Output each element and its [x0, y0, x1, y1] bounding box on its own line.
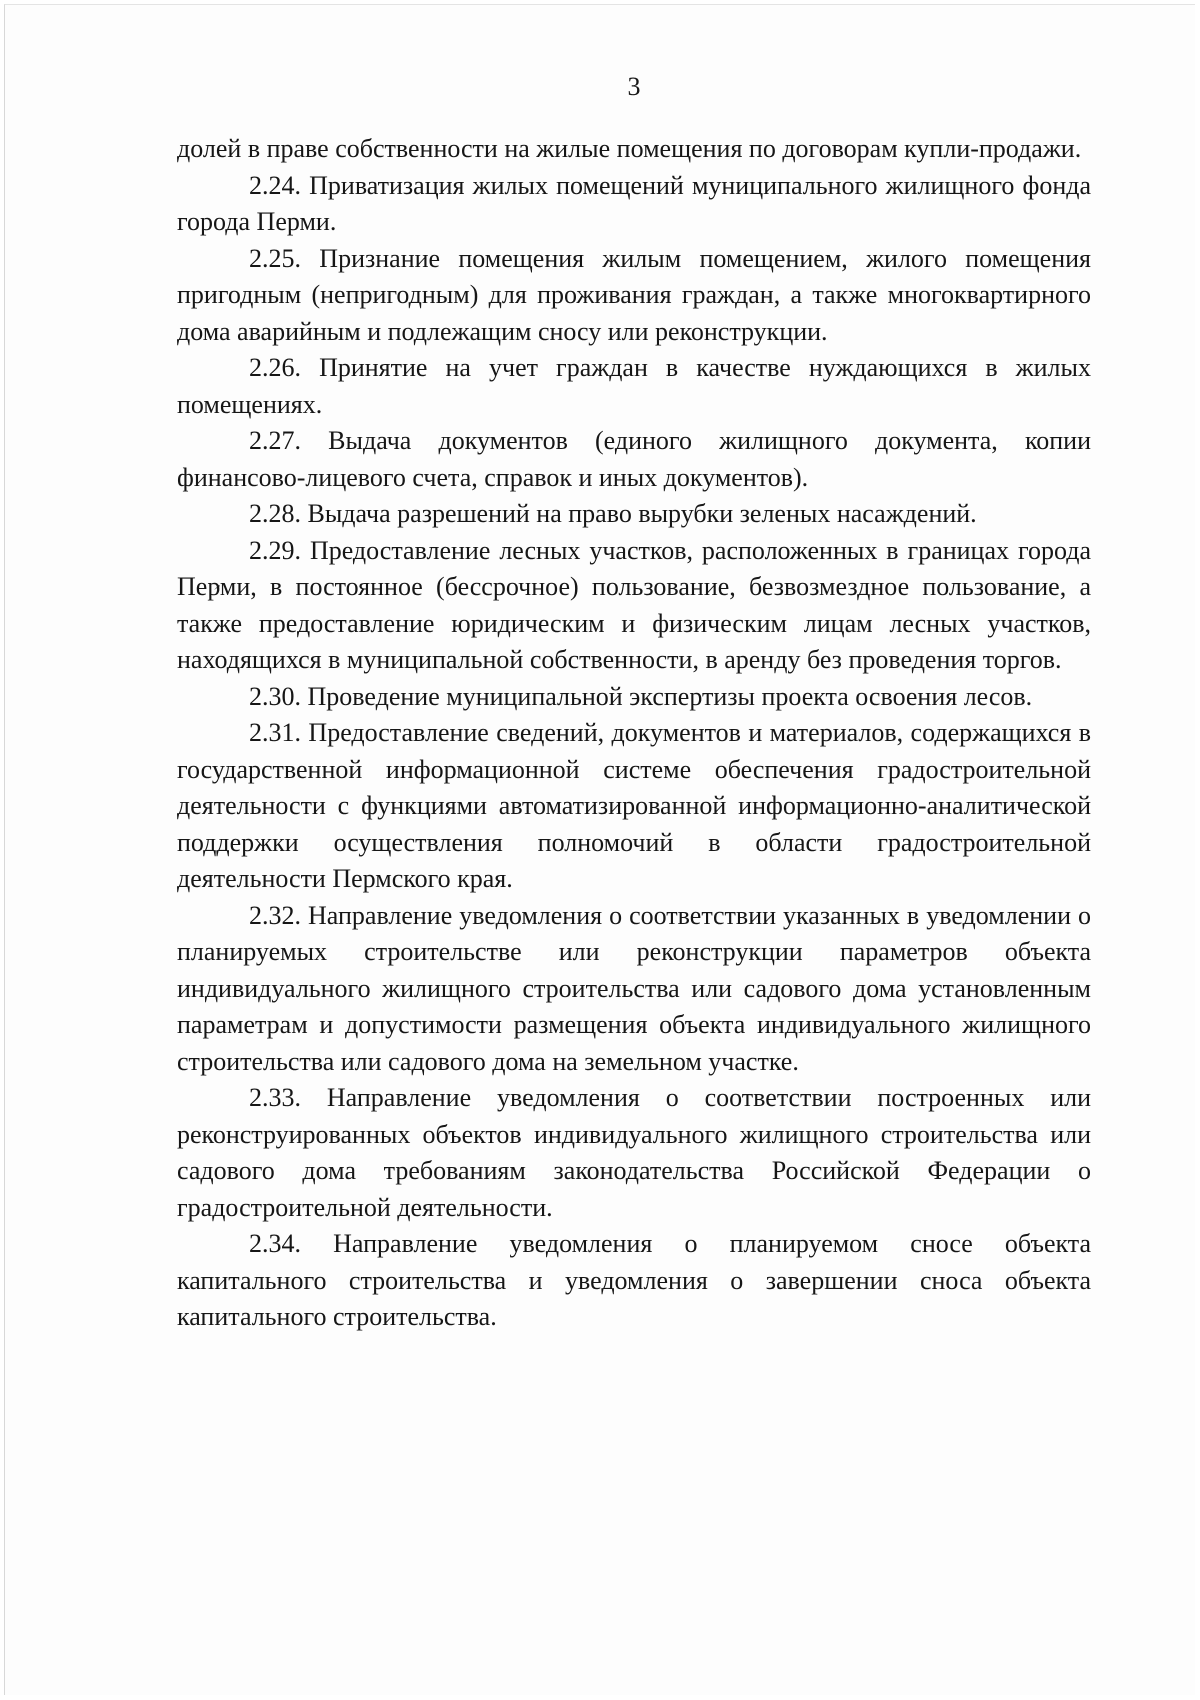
paragraph-text: Направление уведомления о соответствии построенных или реконструированных объектов индивидуального жилищного строительства или садового дома требованиям законодательства Российской Федерации о градостроительной деятельности.	[177, 1083, 1092, 1222]
paragraph-2-29	[177, 533, 1091, 679]
paragraph-2-31	[177, 715, 1091, 898]
paragraph-text: Приватизация жилых помещений муниципального жилищного фонда города Перми.	[177, 170, 1092, 236]
paragraph-text: Направление уведомления о планируемом сносе объекта капитального строительства и уведомления о завершении сноса объекта капитального строительства.	[177, 1229, 1091, 1331]
paragraph-number: 2.29.	[249, 535, 301, 565]
page-number: 3	[627, 72, 641, 101]
paragraph-number: 2.28.	[249, 499, 301, 528]
paragraph-number: 2.32.	[249, 900, 301, 930]
paragraph-2-28	[177, 496, 1091, 533]
document-page	[4, 4, 1195, 1695]
paragraph-number: 2.25.	[249, 243, 301, 273]
paragraph-number: 2.26.	[249, 353, 301, 382]
paragraph-text: Предоставление сведений, документов и материалов, содержащихся в государственной информационной системе обеспечения градостроительной деятельности с функциями автоматизированной информационно-аналитической поддержки осуществления полномочий в области градостроительной деятельности Пермского края.	[177, 718, 1091, 893]
paragraph-2-33	[177, 1080, 1091, 1226]
paragraph-2-30	[177, 679, 1091, 716]
paragraph-number: 2.31.	[249, 718, 301, 747]
paragraph-2-34	[177, 1226, 1091, 1336]
paragraph-text: Выдача разрешений на право вырубки зеленых насаждений.	[307, 499, 977, 528]
paragraph-number: 2.33.	[249, 1083, 301, 1112]
paragraph-number: 2.27.	[249, 426, 301, 455]
paragraph-number: 2.34.	[249, 1229, 301, 1258]
paragraph-text: Направление уведомления о соответствии указанных в уведомлении о планируемых строительстве или реконструкции параметров объекта индивидуального жилищного строительства или садового дома установленным параметрам и допустимости размещения объекта индивидуального жилищного строительства или садового дома на земельном участке.	[177, 900, 1092, 1076]
paragraph-2-27	[177, 423, 1091, 496]
paragraph-text: Принятие на учет граждан в качестве нуждающихся в жилых помещениях.	[177, 353, 1091, 419]
paragraph-number: 2.30.	[249, 681, 301, 711]
paragraph-text: Признание помещения жилым помещением, жилого помещения пригодным (непригодным) для проживания граждан, а также многоквартирного дома аварийным и подлежащим сносу или реконструкции.	[177, 243, 1091, 346]
paragraph-text: Выдача документов (единого жилищного документа, копии финансово-лицевого счета, справок и иных документов).	[177, 426, 1092, 492]
paragraph-2-25	[177, 241, 1091, 351]
paragraph-text: Предоставление лесных участков, расположенных в границах города Перми, в постоянное (бессрочное) пользование, безвозмездное пользование, а также предоставление юридическим и физическим лицам лесных участков, находящихся в муниципальной собственности, в аренду без проведения торгов.	[177, 535, 1091, 674]
paragraph-text: долей в праве собственности на жилые помещения по договорам купли-продажи.	[177, 134, 1082, 163]
document-body	[177, 131, 1091, 1336]
paragraph-continuation	[177, 131, 1091, 168]
paragraph-number: 2.24.	[249, 170, 301, 200]
paragraph-2-24	[177, 168, 1091, 241]
paragraph-text: Проведение муниципальной экспертизы проекта освоения лесов.	[307, 681, 1033, 711]
paragraph-2-26	[177, 350, 1091, 423]
paragraph-2-32	[177, 898, 1091, 1081]
